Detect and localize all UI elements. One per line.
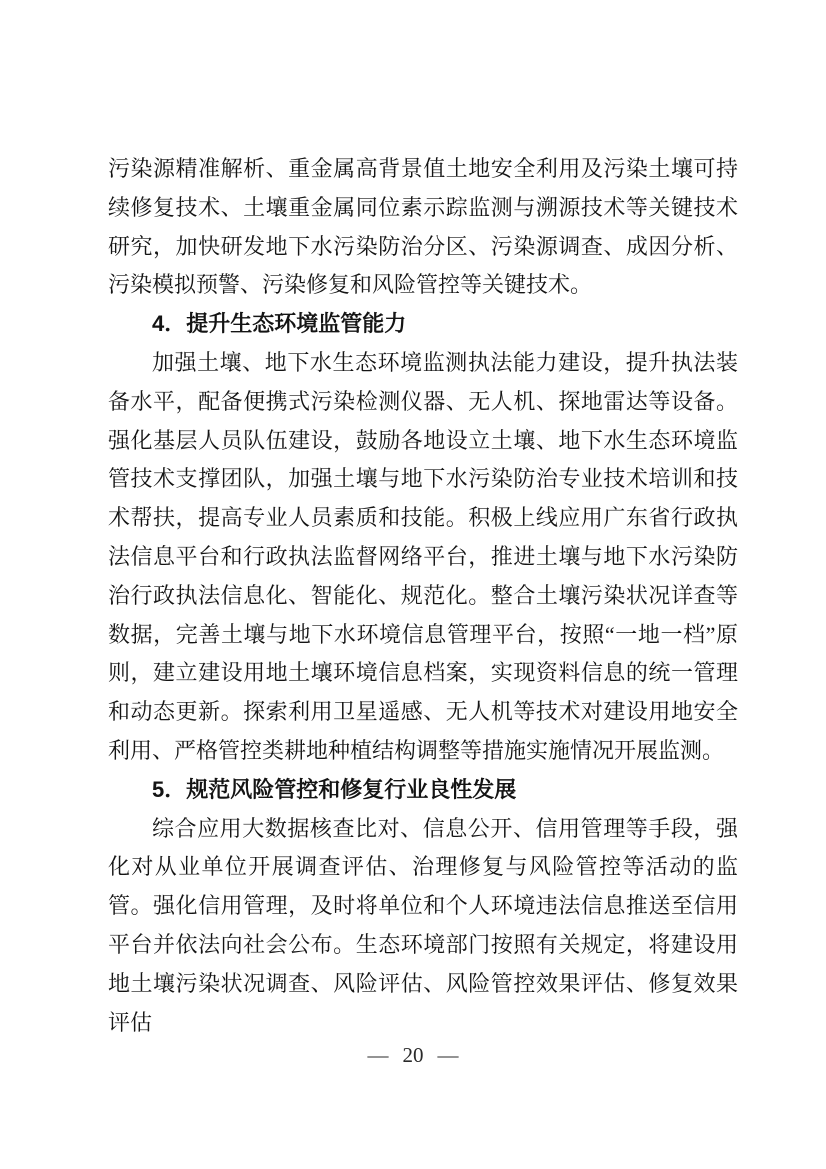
paragraph: 加强土壤、地下水生态环境监测执法能力建设，提升执法装备水平，配备便携式污染检测仪器、无人机、探地雷达等设备。强化基层人员队伍建设，鼓励各地设立土壤、地下水生态环境监管技术支撑团队，加强土壤与地下水污染防治专业技术培训和技术帮扶，提高专业人员素质和技能。积极上线应用广东省行政执法信息平台和行政执法监督网络平台，推进土壤与地下水污染防治行政执法信息化、智能化、规范化。整合土壤污染状况详查等数据，完善土壤与地下水环境信息管理平台，按照“一地一档”原则，建立建设用地土壤环境信息档案，实现资料信息的统一管理和动态更新。探索利用卫星遥感、无人机等技术对建设用地安全利用、严格管控类耕地种植结构调整等措施实施情况开展监测。 xyxy=(108,349,738,763)
page-footer xyxy=(0,1040,826,1070)
footer-dash-left: — xyxy=(367,1043,389,1067)
document-body xyxy=(108,150,738,1042)
paragraph: 污染源精准解析、重金属高背景值土地安全利用及污染土壤可持续修复技术、土壤重金属同位素示踪监测与溯源技术等关键技术研究，加快研发地下水污染防治分区、污染源调查、成因分析、污染模拟预警、污染修复和风险管控等关键技术。 xyxy=(108,156,738,298)
footer-dash-right: — xyxy=(437,1043,459,1067)
section-heading: 4．提升生态环境监管能力 xyxy=(152,311,407,337)
page-number: 20 xyxy=(402,1043,424,1067)
section-heading: 5．规范风险管控和修复行业良性发展 xyxy=(152,776,517,802)
paragraph: 综合应用大数据核查比对、信息公开、信用管理等手段，强化对从业单位开展调查评估、治理修复与风险管控等活动的监管。强化信用管理，及时将单位和个人环境违法信息推送至信用平台并依法向社会公布。生态环境部门按照有关规定，将建设用地土壤污染状况调查、风险评估、风险管控效果评估、修复效果评估 xyxy=(108,815,738,1035)
